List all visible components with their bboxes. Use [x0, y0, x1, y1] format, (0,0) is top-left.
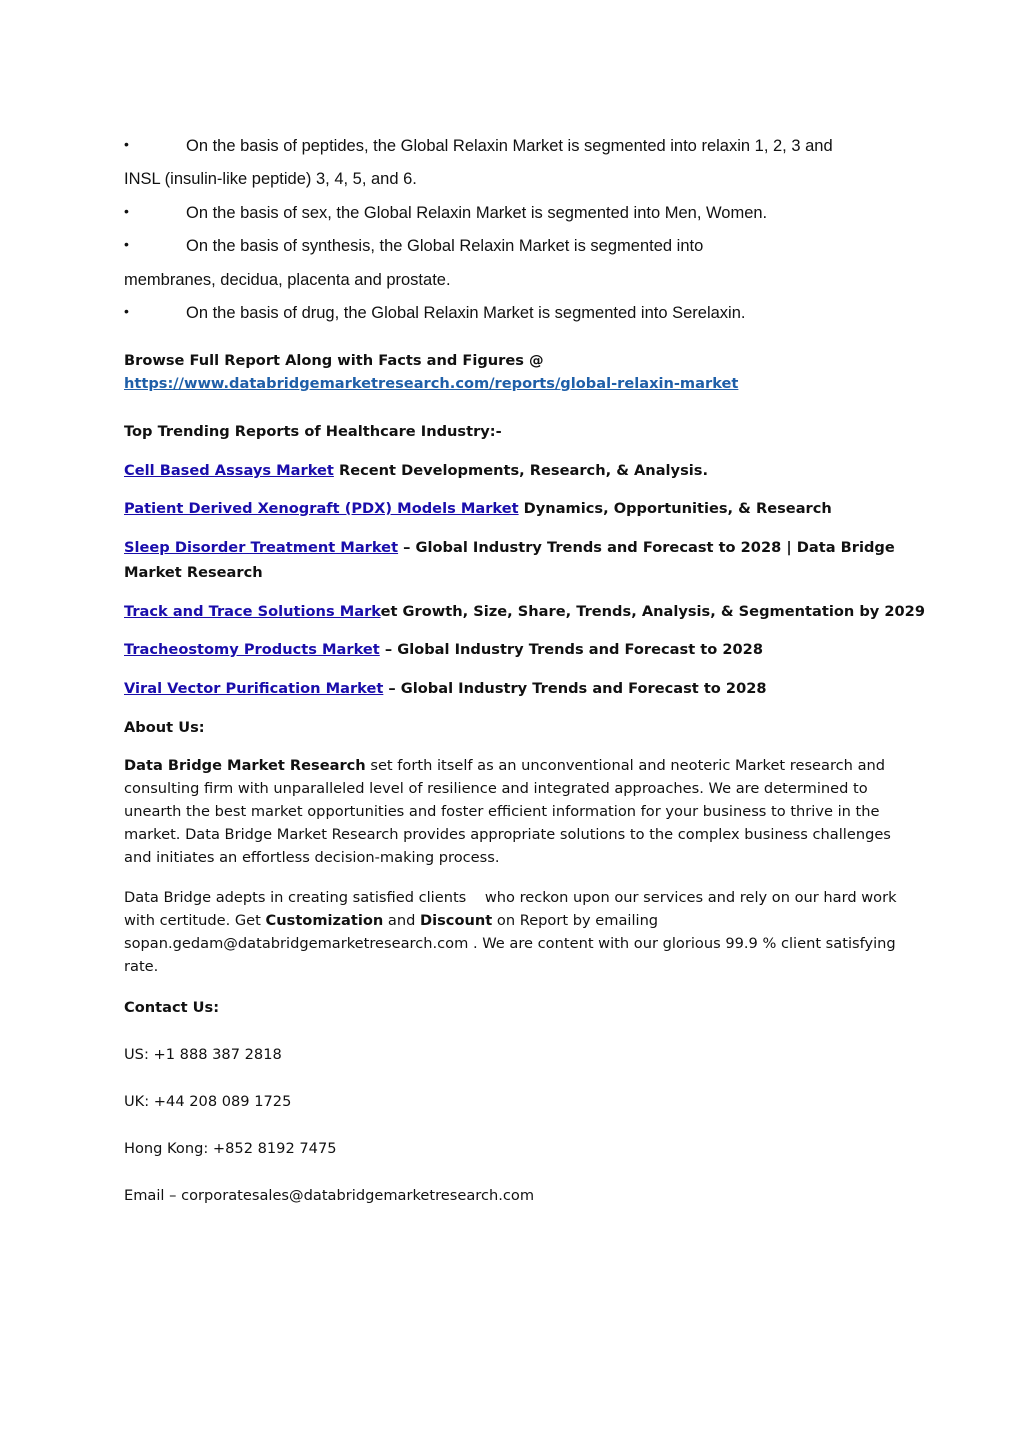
- about-text: and: [383, 912, 420, 929]
- trending-text: Dynamics, Opportunities, & Research: [518, 500, 832, 517]
- trending-link[interactable]: Sleep Disorder Treatment Market: [124, 539, 399, 556]
- trending-link[interactable]: Tracheostomy Products Market: [124, 641, 380, 658]
- trending-link[interactable]: Patient Derived Xenograft (PDX) Models Market: [124, 500, 519, 517]
- trending-item: [124, 638, 914, 661]
- about-text: Data Bridge adepts in creating satisfied clients who reckon upon our services and rely on our hard work with certitude. Get: [124, 889, 902, 929]
- trending-text: – Global Industry Trends and Forecast to 2028 | Data Bridge: [398, 539, 895, 556]
- bullet-text: On the basis of peptides, the Global Relaxin Market is segmented into relaxin 1, 2, 3 and: [186, 137, 833, 155]
- discount-label: Discount: [420, 912, 493, 929]
- about-text: on Report by emailing sopan.gedam@databridgemarketresearch.com . We are content with our glorious 99.9 % client satisfying rate.: [124, 912, 901, 975]
- trending-heading: Top Trending Reports of Healthcare Industry:-: [124, 423, 502, 440]
- contact-email: Email – corporatesales@databridgemarketresearch.com: [124, 1187, 535, 1204]
- bullet-text: On the basis of synthesis, the Global Relaxin Market is segmented into: [186, 237, 704, 255]
- trending-text: – Global Industry Trends and Forecast to 2028: [383, 680, 767, 697]
- trending-item: [124, 536, 914, 559]
- contact-hk-phone: Hong Kong: +852 8192 7475: [124, 1140, 337, 1157]
- bullet-continuation: membranes, decidua, placenta and prostate.: [124, 271, 451, 289]
- trending-text: – Global Industry Trends and Forecast to 2028: [379, 641, 763, 658]
- customization-label: Customization: [265, 912, 384, 929]
- trending-link[interactable]: Track and Trace Solutions Mark: [124, 603, 381, 620]
- trending-link[interactable]: Cell Based Assays Market: [124, 462, 334, 479]
- trending-text: Recent Developments, Research, & Analysis.: [333, 462, 708, 479]
- browse-link-line: [124, 372, 914, 395]
- browse-label: Browse Full Report Along with Facts and Figures @: [124, 352, 544, 369]
- contact-us-phone: US: +1 888 387 2818: [124, 1046, 282, 1063]
- company-name: Data Bridge Market Research: [124, 757, 366, 774]
- bullet-continuation: INSL (insulin-like peptide) 3, 4, 5, and 6.: [124, 170, 417, 188]
- contact-heading: Contact Us:: [124, 999, 220, 1016]
- about-heading: About Us:: [124, 719, 205, 736]
- bullet-text: On the basis of drug, the Global Relaxin Market is segmented into Serelaxin.: [186, 304, 746, 322]
- about-paragraph-2: [124, 886, 914, 978]
- bullet-dot: •: [124, 236, 129, 252]
- trending-item-continuation: Market Research: [124, 564, 263, 581]
- contact-uk-phone: UK: +44 208 089 1725: [124, 1093, 292, 1110]
- trending-item: [124, 459, 914, 482]
- trending-item: [124, 600, 925, 623]
- about-paragraph-1: [124, 754, 914, 869]
- trending-text: et Growth, Size, Share, Trends, Analysis, & Segmentation by 2029: [380, 603, 925, 620]
- bullet-dot: •: [124, 203, 129, 219]
- bullet-dot: •: [124, 303, 129, 319]
- bullet-text: On the basis of sex, the Global Relaxin Market is segmented into Men, Women.: [186, 204, 768, 222]
- trending-item: [124, 497, 914, 520]
- trending-item: [124, 677, 914, 700]
- report-url-link[interactable]: https://www.databridgemarketresearch.com/reports/global-relaxin-market: [124, 375, 739, 392]
- bullet-dot: •: [124, 136, 129, 152]
- about-text: set forth itself as an unconventional and neoteric Market research and consulting firm with unparalleled level of resilience and integrated approaches. We are determined to unearth the best market opportunities and foster efficient information for your business to thrive in the market. Data Bridge Market Research provides appropriate solutions to the complex business challenges and initiates an effortless decision-making process.: [124, 757, 891, 866]
- trending-link[interactable]: Viral Vector Purification Market: [124, 680, 384, 697]
